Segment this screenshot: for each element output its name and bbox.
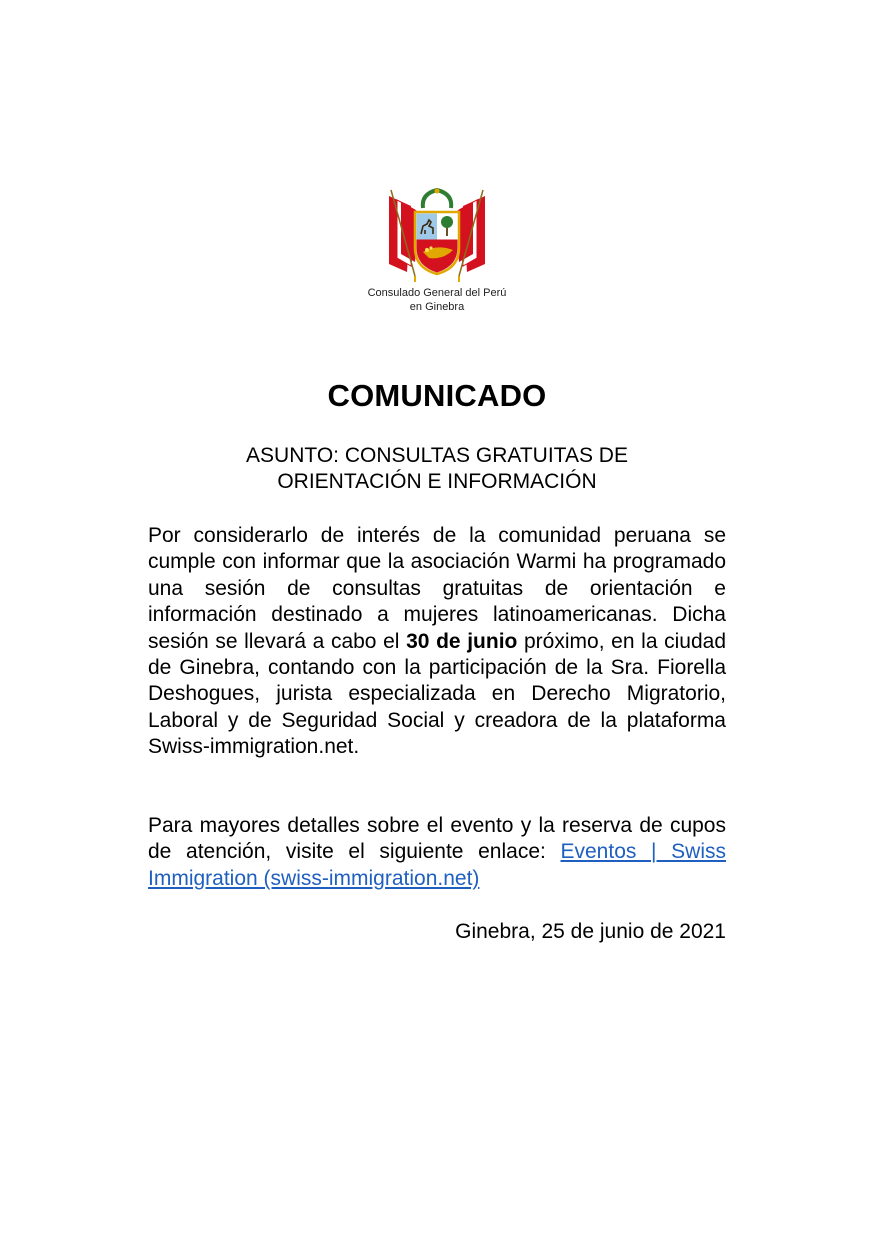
document-title: COMUNICADO: [327, 378, 547, 413]
paragraph1-text-start: Por considerarlo de interés de la comunidad peruana se cumple con informar que la asociación Warmi ha programado una sesión de consultas gratuitas de orientación e información destinado a mujeres latinoamericanas. Dicha sesión se llevará a cabo el: [148, 524, 726, 653]
document-subject: [150, 443, 724, 495]
paragraph1-text-end: próximo, en la ciudad de Ginebra, contando con la participación de la Sra. Fiorella Deshogues, jurista especializada en Derecho Migratorio, Laboral y de Seguridad Social y creadora de la plataforma Swiss-immigration.net.: [148, 629, 727, 759]
peru-coat-of-arms-icon: [381, 186, 493, 284]
events-link[interactable]: Eventos | Swiss Immigration (swiss-immigration.net): [148, 840, 726, 890]
paragraph2-text: Para mayores detalles sobre el evento y la reserva de cupos de atención, visite el siguiente enlace:: [148, 814, 726, 864]
paragraph1-bold-date: 30 de junio: [406, 629, 518, 653]
subject-line1: ASUNTO: CONSULTAS GRATUITAS DE: [246, 444, 628, 467]
consulate-caption-line1: Consulado General del Perú: [367, 287, 507, 299]
subject-line2: ORIENTACIÓN E INFORMACIÓN: [277, 470, 597, 493]
consulate-caption-line2: en Ginebra: [409, 301, 465, 313]
body-paragraph-2: [148, 813, 726, 892]
document-date: Ginebra, 25 de junio de 2021: [455, 920, 726, 943]
consulate-logo: [362, 186, 512, 314]
body-paragraph-1: [148, 523, 726, 761]
consulate-caption: [362, 286, 512, 314]
